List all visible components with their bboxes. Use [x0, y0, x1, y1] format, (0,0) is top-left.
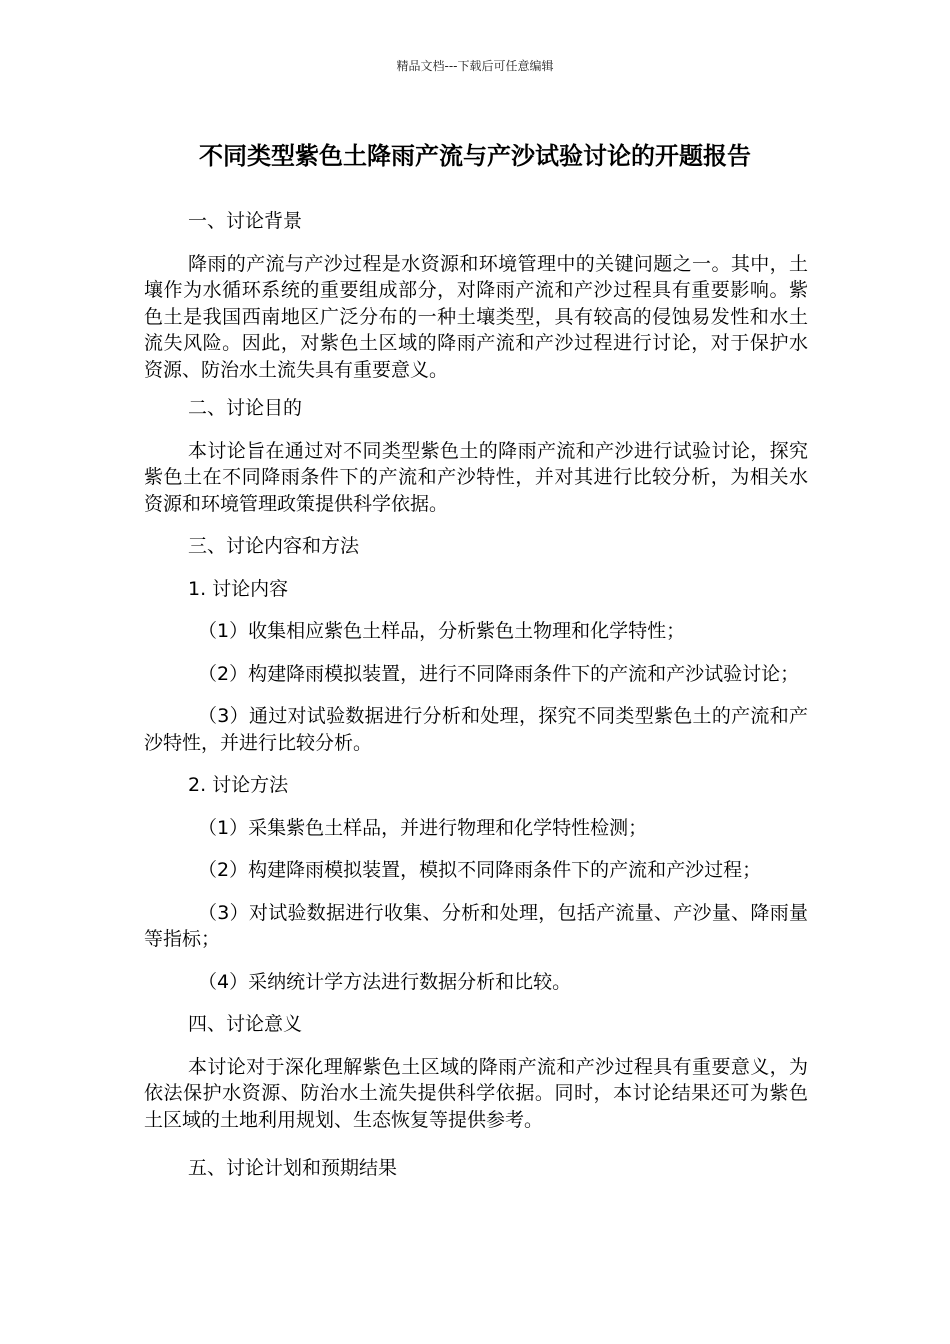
list-item: （1）采集紫色土样品，并进行物理和化学特性检测；	[198, 816, 648, 839]
section-heading-plan: 五、讨论计划和预期结果	[188, 1157, 398, 1179]
subheading-content: 1. 讨论内容	[188, 577, 289, 600]
list-item: （1）收集相应紫色土样品，分析紫色土物理和化学特性；	[198, 620, 686, 642]
paragraph-purpose: 本讨论旨在通过对不同类型紫色土的降雨产流和产沙进行试验讨论，探究紫色土在不同降雨条件下的产流和产沙特性，并对其进行比较分析，为相关水资源和环境管理政策提供科学依据。	[144, 439, 808, 515]
section-heading-significance: 四、讨论意义	[188, 1013, 303, 1035]
list-item: （2）构建降雨模拟装置，模拟不同降雨条件下的产流和产沙过程；	[198, 859, 762, 881]
section-heading-content-methods: 三、讨论内容和方法	[188, 535, 360, 557]
document-body	[144, 208, 808, 1182]
list-item: （3）对试验数据进行收集、分析和处理，包括产流量、产沙量、降雨量等指标；	[144, 901, 808, 950]
list-item: （4）采纳统计学方法进行数据分析和比较。	[198, 970, 572, 993]
subheading-methods: 2. 讨论方法	[188, 774, 289, 796]
paragraph-significance: 本讨论对于深化理解紫色土区域的降雨产流和产沙过程具有重要意义，为依法保护水资源、防治水土流失提供科学依据。同时，本讨论结果还可为紫色土区域的土地利用规划、生态恢复等提供参考。	[144, 1055, 808, 1131]
document-title: 不同类型紫色土降雨产流与产沙试验讨论的开题报告	[199, 142, 751, 170]
list-item: （3）通过对试验数据进行分析和处理，探究不同类型紫色土的产流和产沙特性，并进行比较分析。	[144, 705, 808, 754]
section-heading-purpose: 二、讨论目的	[188, 397, 303, 419]
section-heading-background: 一、讨论背景	[188, 210, 303, 232]
header-note: 精品文档---下载后可任意编辑	[396, 59, 554, 73]
paragraph-background: 降雨的产流与产沙过程是水资源和环境管理中的关键问题之一。其中，土壤作为水循环系统的重要组成部分，对降雨产流和产沙过程具有重要影响。紫色土是我国西南地区广泛分布的一种土壤类型，具有较高的侵蚀易发性和水土流失风险。因此，对紫色土区域的降雨产流和产沙过程进行讨论，对于保护水资源、防治水土流失具有重要意义。	[144, 252, 808, 381]
list-item: （2）构建降雨模拟装置，进行不同降雨条件下的产流和产沙试验讨论；	[198, 662, 800, 685]
